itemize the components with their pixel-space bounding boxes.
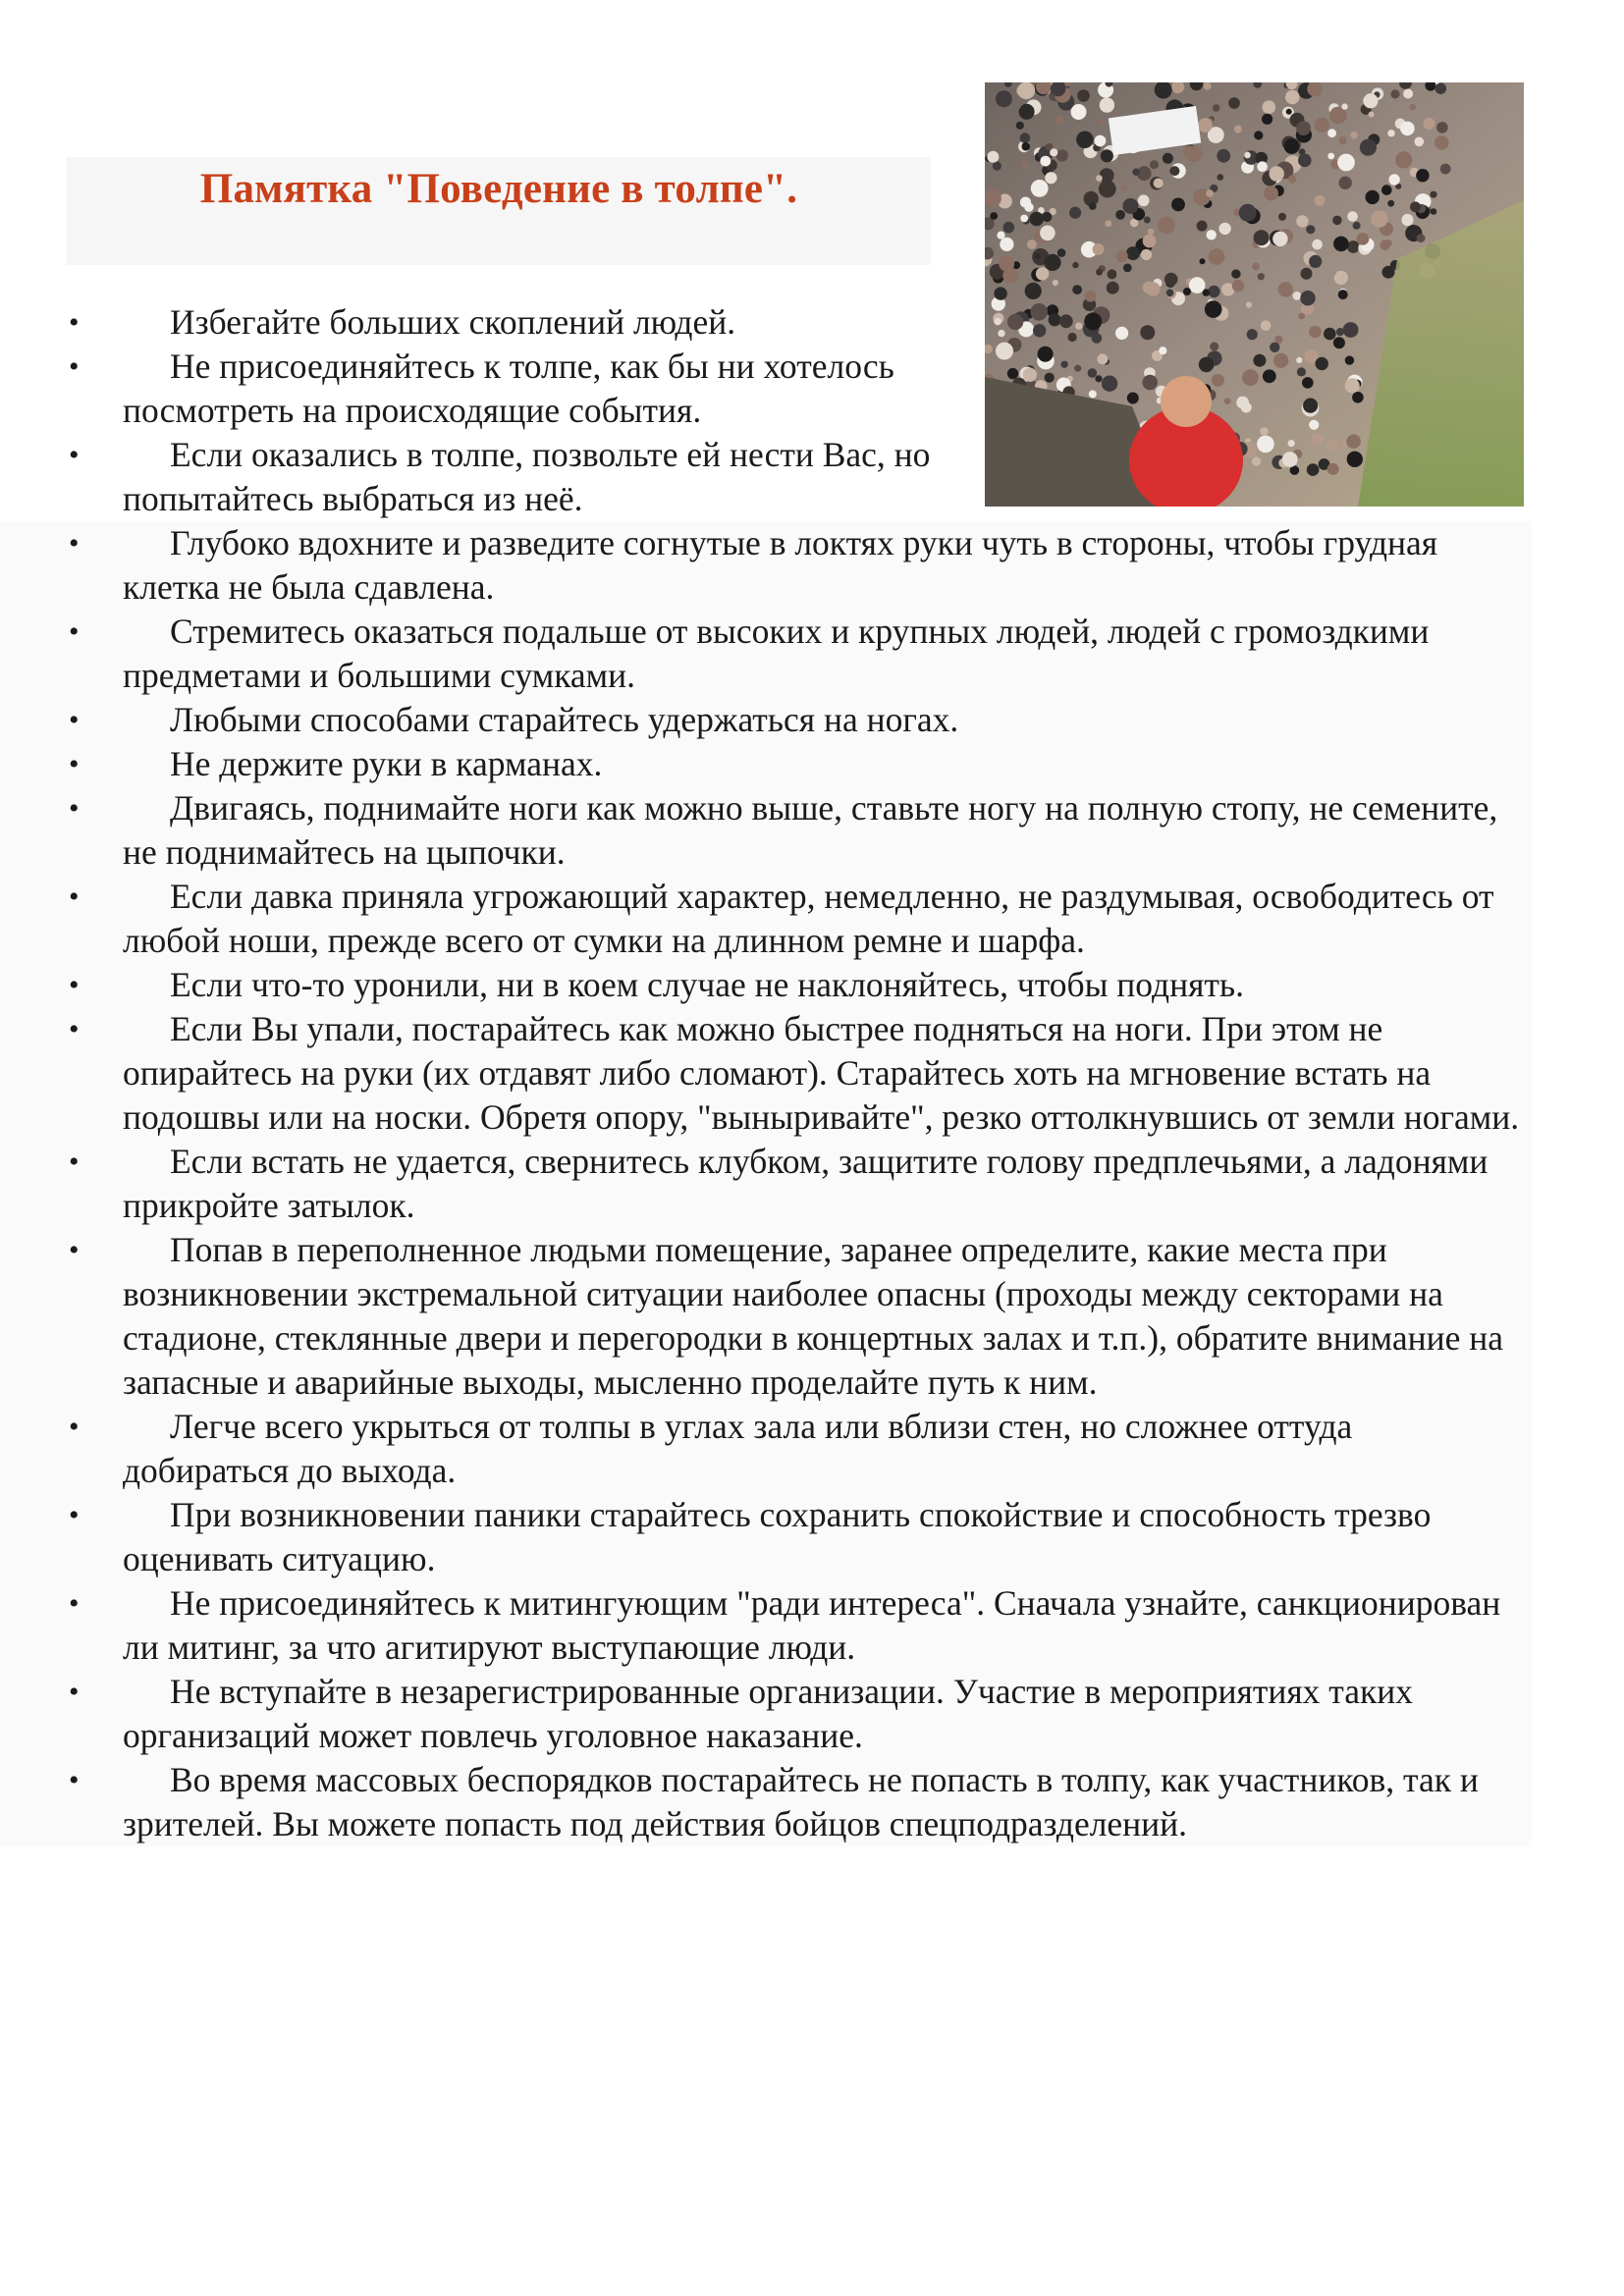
list-item: • Двигаясь, поднимайте ноги как можно выше, ставьте ногу на полную стопу, не семените, не поднимайтесь на цыпочки. (0, 786, 1532, 875)
list-item: • Во время массовых беспорядков постарайтесь не попасть в толпу, как участников, так и зрителей. Вы можете попасть под действия бойцов спецподразделений. (0, 1758, 1532, 1846)
list-item: • Стремитесь оказаться подальше от высоких и крупных людей, людей с громоздкими предметами и большими сумками. (0, 610, 1532, 698)
list-item: • Если встать не удается, свернитесь клубком, защитите голову предплечьями, а ладонями прикройте затылок. (0, 1140, 1532, 1228)
rules-list (0, 300, 1532, 1846)
list-item: • Если Вы упали, постарайтесь как можно быстрее подняться на ноги. При этом не опирайтесь на руки (их отдавят либо сломают). Старайтесь хоть на мгновение встать на подошвы или на носки. Обретя опору, "выныривайте", резко оттолкнувшись от земли ногами. (0, 1007, 1532, 1140)
list-item: • Легче всего укрыться от толпы в углах зала или вблизи стен, но сложнее оттуда добираться до выхода. (0, 1405, 1532, 1493)
list-item: • Если что-то уронили, ни в коем случае не наклоняйтесь, чтобы поднять. (0, 963, 1532, 1007)
list-item: • Не присоединяйтесь к толпе, как бы ни хотелось посмотреть на происходящие события. (0, 345, 962, 433)
list-item: • Любыми способами старайтесь удержаться на ногах. (0, 698, 1532, 742)
list-item: • Не держите руки в карманах. (0, 742, 1532, 786)
list-item: • Глубоко вдохните и разведите согнутые в локтях руки чуть в стороны, чтобы грудная клетка не была сдавлена. (0, 521, 1532, 610)
list-item: • Избегайте больших скоплений людей. (0, 300, 962, 345)
list-item: • Если давка приняла угрожающий характер, немедленно, не раздумывая, освободитесь от любой ноши, прежде всего от сумки на длинном ремне и шарфа. (0, 875, 1532, 963)
page-title: Памятка "Поведение в толпе". (199, 166, 798, 212)
list-item: • Не присоединяйтесь к митингующим "ради интереса". Сначала узнайте, санкционирован ли митинг, за что агитируют выступающие люди. (0, 1581, 1532, 1670)
list-item: • При возникновении паники старайтесь сохранить спокойствие и способность трезво оценивать ситуацию. (0, 1493, 1532, 1581)
list-item: • Попав в переполненное людьми помещение, заранее определите, какие места при возникновении экстремальной ситуации наиболее опасны (проходы между секторами на стадионе, стеклянные двери и перегородки в концертных залах и т.п.), обратите внимание на запасные и аварийные выходы, мысленно проделайте путь к ним. (0, 1228, 1532, 1405)
list-item: • Если оказались в толпе, позвольте ей нести Вас, но попытайтесь выбраться из неё. (0, 433, 962, 521)
list-item: • Не вступайте в незарегистрированные организации. Участие в мероприятиях таких организаций может повлечь уголовное наказание. (0, 1670, 1532, 1758)
